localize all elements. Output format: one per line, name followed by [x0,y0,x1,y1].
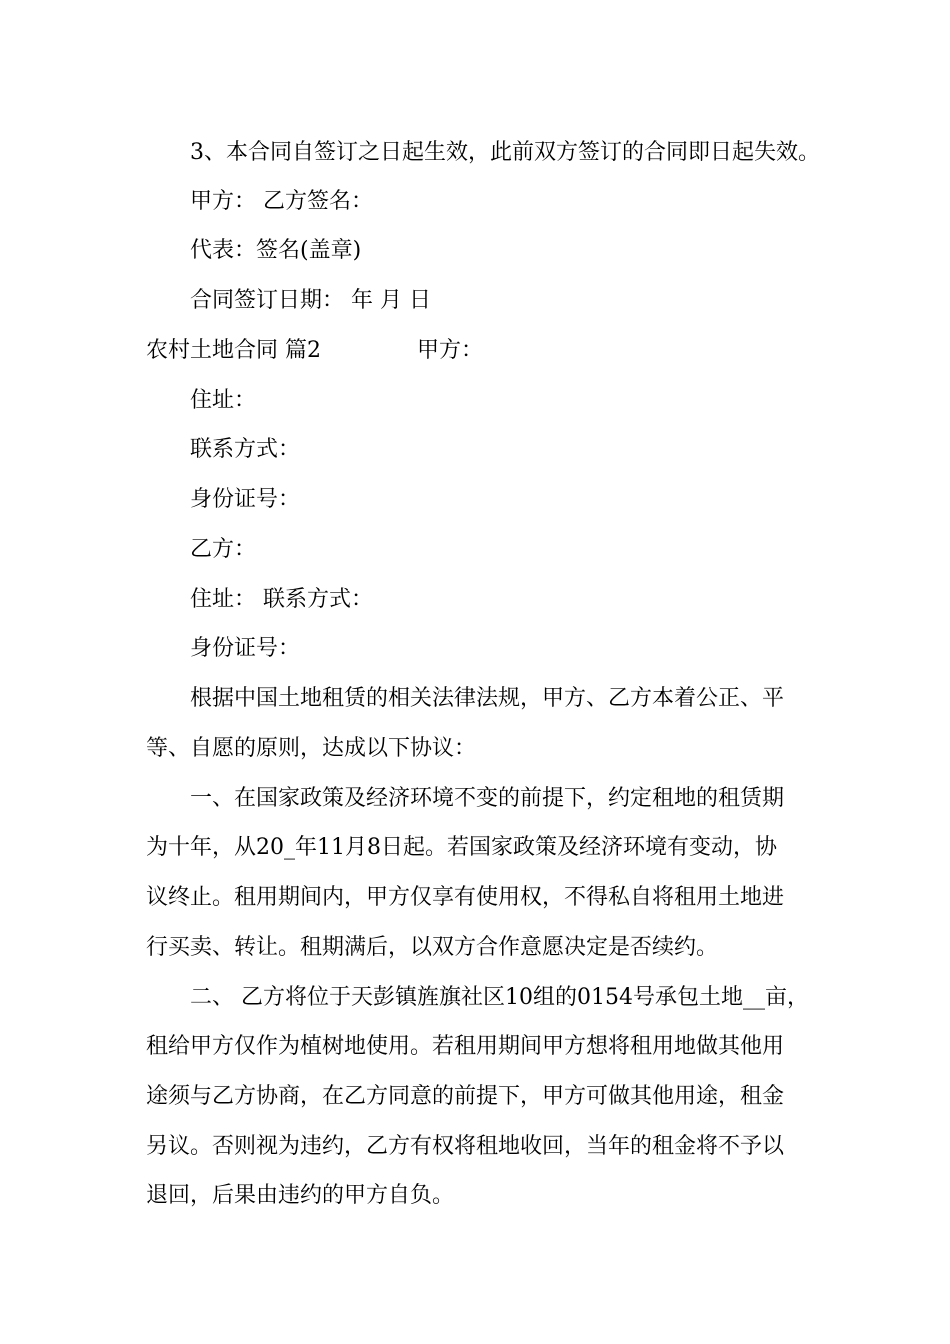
signature-representative: 代表：签名(盖章) [190,238,362,263]
clause-1-line-2: 为十年，从20_年11月8日起。若国家政策及经济环境有变动，协 [146,835,777,860]
preamble-line-1: 根据中国土地租赁的相关法律法规，甲方、乙方本着公正、平 [190,686,785,711]
clause-1-line-3: 议终止。租用期间内，甲方仅享有使用权，不得私自将租用土地进 [146,885,785,910]
party-b-address-contact: 住址： 联系方式： [190,587,373,612]
clause-2-line-5: 退回，后果由违约的甲方自负。 [146,1183,455,1208]
party-a-address: 住址： [190,388,257,413]
clause-2-line-1: 二、 乙方将位于天彭镇旌旗社区10组的0154号承包土地__亩， [190,985,809,1010]
party-a-id: 身份证号： [190,487,301,512]
clause-2-line-2: 租给甲方仅作为植树地使用。若租用期间甲方想将租用地做其他用 [146,1034,785,1059]
section-title: 农村土地合同 篇2 [146,338,321,363]
clause-2-line-3: 途须与乙方协商，在乙方同意的前提下，甲方可做其他用途，租金 [146,1084,785,1109]
clause-2-line-4: 另议。否则视为违约，乙方有权将租地收回，当年的租金将不予以 [146,1134,785,1159]
preamble-line-2: 等、自愿的原则，达成以下协议： [146,736,477,761]
party-a-contact: 联系方式： [190,437,301,462]
party-a-label: 甲方： [417,338,484,363]
signing-date: 合同签订日期： 年 月 日 [190,288,431,313]
clause-3-effective: 3、本合同自签订之日起生效，此前双方签订的合同即日起失效。 [190,140,820,165]
party-b-label: 乙方： [190,537,257,562]
clause-1-line-1: 一、在国家政策及经济环境不变的前提下，约定租地的租赁期 [190,786,785,811]
party-b-id: 身份证号： [190,636,301,661]
signature-party-a-b: 甲方： 乙方签名： [190,189,373,214]
clause-1-line-4: 行买卖、转让。租期满后，以双方合作意愿决定是否续约。 [146,935,719,960]
section-heading [0,336,950,366]
